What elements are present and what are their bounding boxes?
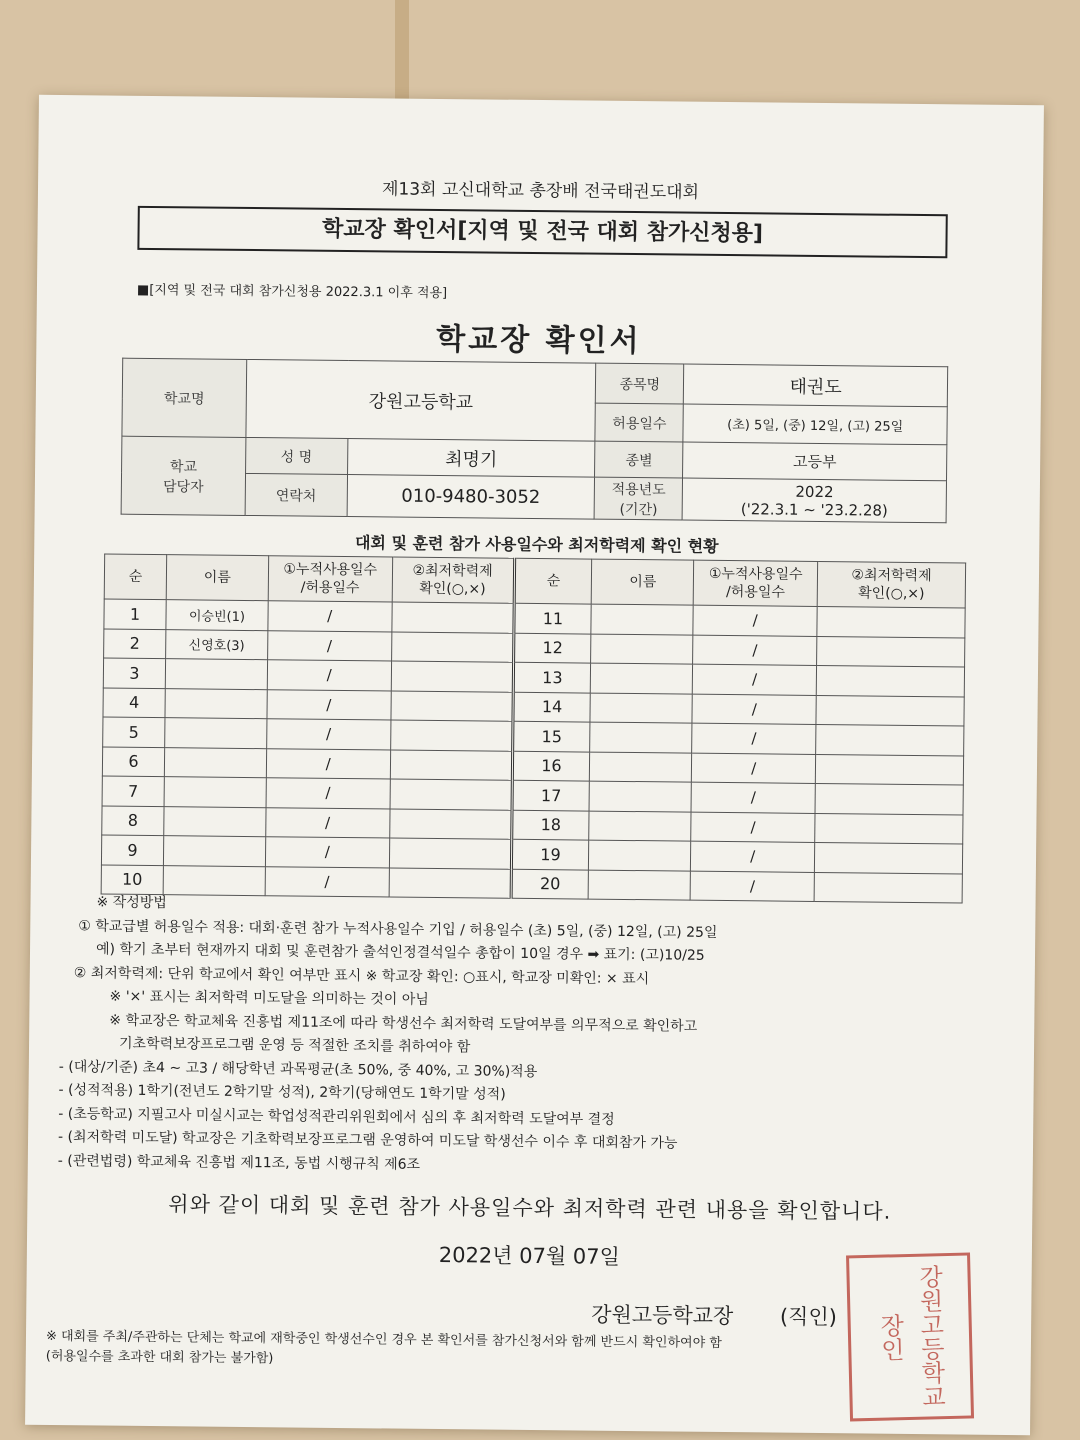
header-check: ②최저학력제 확인(○,×) [392, 557, 514, 603]
row-check [389, 867, 511, 898]
row-check [391, 661, 513, 692]
row-name [163, 865, 265, 896]
confirmation-statement: 위와 같이 대회 및 훈련 참가 사용일수와 최저학력 관련 내용을 확인합니다. [168, 1192, 892, 1224]
year-value: 2022 [795, 482, 834, 501]
row-check [391, 631, 513, 662]
note-2b2: 기초학력보장프로그램 운영 등 적절한 조치를 취하여야 함 [118, 1035, 471, 1056]
year-cell [682, 478, 946, 523]
form-title: 학교장 확인서[지역 및 전국 대회 참가신청용] [137, 206, 947, 258]
row-number: 7 [102, 776, 164, 806]
status-table [101, 553, 967, 903]
principal-signature [591, 1299, 837, 1332]
detail-2: - (성적적용) 1학기(전년도 2학기말 성적), 2학기(당해연도 1학기말 성적) [58, 1082, 506, 1103]
note-2a: ※ '×' 표시는 최저학력 미도달을 의미하는 것이 아님 [109, 988, 429, 1008]
row-name: 신영호(3) [166, 629, 268, 660]
row-check-right [815, 754, 963, 785]
contact-label: 연락처 [245, 473, 347, 516]
footer-note: ※ 대회를 주최/주관하는 단체는 학교에 재학중인 학생선수인 경우 본 확인서를 참가신청서와 함께 반드시 확인하여야 함 (허용일수를 초과한 대회 참가는 불가함) [45, 1328, 722, 1367]
header-no: 순 [104, 554, 166, 600]
row-number-right: 11 [513, 603, 591, 633]
row-number: 3 [103, 658, 165, 688]
header-name-right: 이름 [592, 559, 694, 605]
row-number-right: 18 [511, 810, 589, 840]
row-name-right [589, 811, 691, 842]
row-check [390, 720, 512, 751]
note-1: ① 학교급별 허용일수 적용: 대회·훈련 참가 누적사용일수 기입 / 허용일수 (초) 5일, (중) 12일, (고) 25일 [78, 917, 718, 941]
row-days: / [267, 660, 391, 691]
note-2b1: ※ 학교장은 학교체육 진흥법 제11조에 따라 학생선수 최저학력 도달여부를 의무적으로 확인하고 [109, 1012, 698, 1035]
allowed-days-label: 허용일수 [595, 403, 683, 442]
confirmation-document [25, 95, 1044, 1435]
row-name-right [590, 693, 692, 724]
row-number: 5 [103, 717, 165, 747]
status-rows [101, 599, 965, 903]
row-check-right [815, 783, 963, 814]
row-check-right [815, 813, 963, 844]
detail-1: - (대상/기준) 초4 ~ 고3 / 해당학년 과목평균(초 50%, 중 40%, 고 30%)적용 [58, 1058, 538, 1080]
principal-seal-text: (직인) [779, 1304, 838, 1330]
row-number-right: 16 [512, 751, 590, 781]
row-name-right [591, 604, 693, 635]
row-number: 2 [104, 628, 166, 658]
row-name [165, 688, 267, 719]
row-number-right: 15 [512, 721, 590, 751]
division-label: 종별 [595, 441, 683, 478]
period-value: ('22.3.1 ~ '23.2.28) [740, 499, 888, 520]
row-days-right: / [691, 782, 815, 813]
row-check [391, 690, 513, 721]
header-days: ①누적사용일수 /허용일수 [268, 556, 392, 602]
row-days-right: / [691, 812, 815, 843]
row-number-right: 12 [513, 633, 591, 663]
row-name-right [590, 722, 692, 753]
row-check [389, 808, 511, 839]
row-days-right: / [693, 605, 817, 636]
header-no-right: 순 [514, 558, 592, 604]
row-check-right [816, 724, 964, 755]
row-days: / [266, 748, 390, 779]
row-number-right: 13 [513, 662, 591, 692]
row-number-right: 17 [512, 780, 590, 810]
school-info-table [121, 358, 949, 524]
row-name [165, 718, 267, 749]
row-days-right: / [693, 664, 817, 695]
row-days: / [267, 689, 391, 720]
principal-name: 강원고등학교장 [591, 1302, 734, 1329]
notes-heading: ※ 작성방법 [96, 894, 167, 912]
contact-value: 010-9480-3052 [347, 475, 595, 520]
row-check [390, 749, 512, 780]
allowed-days-value: (초) 5일, (중) 12일, (고) 25일 [683, 404, 947, 445]
official-seal-stamp [846, 1252, 974, 1421]
row-days-right: / [692, 753, 816, 784]
row-check [390, 779, 512, 810]
main-title: 학교장 확인서 [436, 321, 642, 360]
division-value: 고등부 [683, 442, 947, 481]
row-check-right [816, 665, 964, 696]
row-check-right [815, 842, 963, 873]
issue-date: 2022년 07월 07일 [438, 1243, 621, 1269]
header-check-right: ②최저학력제 확인(○,×) [817, 561, 965, 608]
row-days: / [266, 807, 390, 838]
note-1-example: 예) 학기 초부터 현재까지 대회 및 훈련참가 출석인정결석일수 총합이 10일 경우 ➡ 표기: (고)10/25 [95, 941, 705, 964]
row-number: 6 [102, 746, 164, 776]
row-check [389, 838, 511, 869]
row-check-right [816, 695, 964, 726]
header-name: 이름 [166, 555, 268, 601]
row-days: / [266, 778, 390, 809]
row-number-right: 14 [512, 692, 590, 722]
row-days: / [266, 719, 390, 750]
row-number: 4 [103, 687, 165, 717]
status-title: 대회 및 훈련 참가 사용일수와 최저학력제 확인 현황 [354, 533, 719, 556]
row-check [392, 602, 514, 633]
row-check-right [817, 606, 965, 637]
row-days-right: / [693, 635, 817, 666]
row-name [163, 836, 265, 867]
row-days: / [268, 601, 392, 632]
seal-text: 강원고등학교장인 [875, 1264, 946, 1409]
manager-label: 학교 담당자 [121, 436, 246, 515]
row-days-right: / [692, 694, 816, 725]
manager-name-value: 최명기 [347, 439, 595, 478]
detail-3: - (초등학교) 지필고사 미실시교는 학업성적관리위원회에서 심의 후 최저학력 도달여부 결정 [58, 1105, 615, 1128]
school-name-value: 강원고등학교 [246, 359, 596, 441]
row-days-right: / [690, 871, 814, 902]
row-check-right [817, 636, 965, 667]
row-name-right [589, 840, 691, 871]
applied-note: ■[지역 및 전국 대회 참가신청용 2022.3.1 이후 적용] [136, 282, 448, 302]
row-days: / [267, 630, 391, 661]
row-name [165, 659, 267, 690]
row-days: / [265, 866, 389, 897]
row-number-right: 20 [511, 869, 589, 899]
row-days: / [265, 837, 389, 868]
manager-name-label: 성 명 [245, 437, 347, 474]
row-name: 이승빈(1) [166, 600, 268, 631]
row-name-right [591, 634, 693, 665]
row-number: 1 [104, 599, 166, 629]
detail-5: - (관련법령) 학교체육 진흥법 제11조, 동법 시행규칙 제6조 [57, 1152, 421, 1173]
row-name [164, 777, 266, 808]
contest-title: 제13회 고신대학교 총장배 전국태권도대회 [381, 179, 700, 203]
header-days-right: ①누적사용일수 /허용일수 [693, 560, 817, 606]
note-2: ② 최저학력제: 단위 학교에서 확인 여부만 표시 ※ 학교장 확인: ○표시, 학교장 미확인: × 표시 [73, 964, 650, 987]
row-name [164, 747, 266, 778]
row-name-right [589, 781, 691, 812]
row-name-right [591, 663, 693, 694]
row-number: 9 [101, 835, 163, 865]
row-days-right: / [692, 723, 816, 754]
event-label: 종목명 [596, 363, 684, 404]
school-name-label: 학교명 [122, 358, 247, 437]
year-label: 적용년도 (기간) [594, 477, 682, 520]
row-number-right: 19 [511, 839, 589, 869]
row-name-right [589, 870, 691, 901]
event-value: 태권도 [684, 364, 948, 407]
detail-4: - (최저학력 미도달) 학교장은 기초학력보장프로그램 운영하여 미도달 학생선수 이수 후 대회참가 가능 [57, 1129, 678, 1152]
row-number: 10 [101, 864, 163, 894]
desk-wood-grain [395, 0, 409, 110]
row-name-right [590, 752, 692, 783]
row-number: 8 [102, 805, 164, 835]
row-days-right: / [691, 841, 815, 872]
row-name [164, 806, 266, 837]
writing-instructions [58, 891, 996, 1183]
